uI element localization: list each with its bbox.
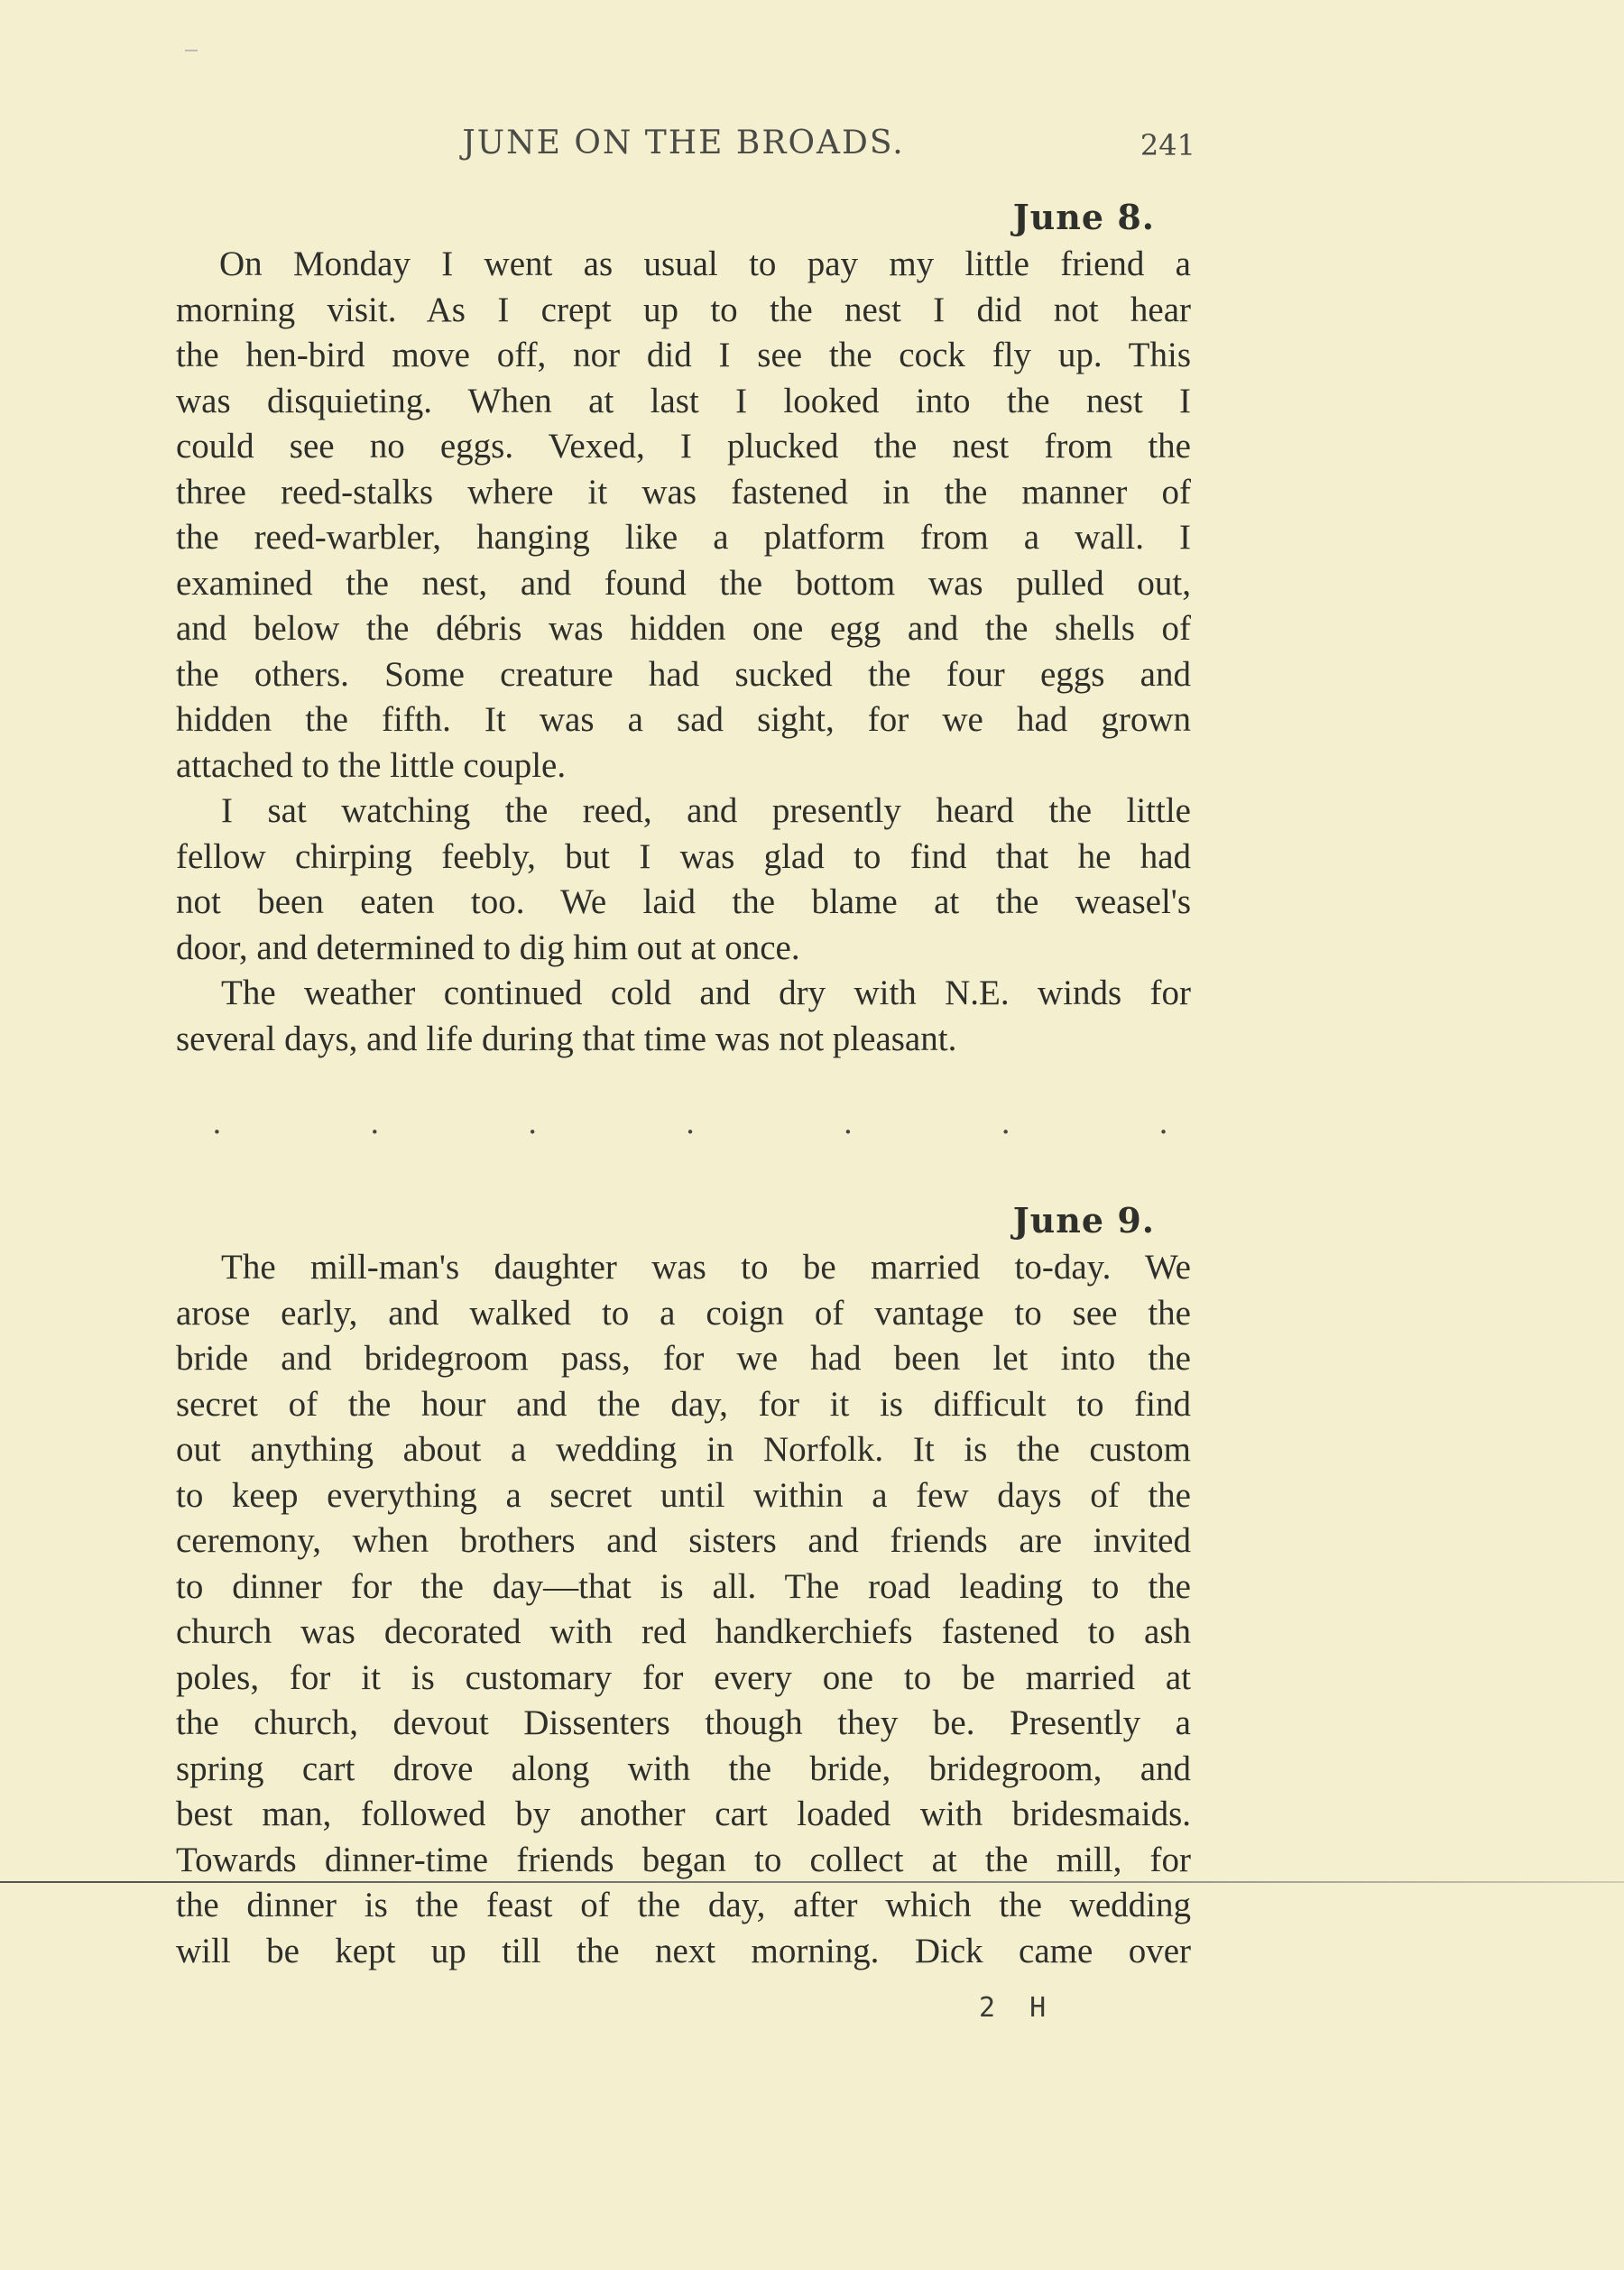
dot: . (212, 1105, 222, 1141)
signature-mark: 2 H (979, 1992, 1056, 2024)
text-line: bride and bridegroom pass, for we had been let into the (176, 1339, 1191, 1378)
dot: . (1001, 1105, 1011, 1141)
scan-rule-line (0, 1881, 1624, 1883)
entry-date-june-8: June 8. (1012, 197, 1155, 237)
text-line: church was decorated with red handkerchiefs fastened to ash (176, 1612, 1191, 1651)
text-line: was disquieting. When at last I looked into the nest I (176, 381, 1191, 420)
text-line: arose early, and walked to a coign of vantage to see the (176, 1293, 1191, 1333)
text-line: best man, followed by another cart loaded with bridesmaids. (176, 1795, 1191, 1833)
entry-june-8-text (176, 242, 1191, 1062)
text-line: spring cart drove along with the bride, bridegroom, and (176, 1749, 1191, 1788)
running-head (176, 117, 1195, 171)
dot: . (369, 1105, 380, 1141)
entry-date-june-9: June 9. (1012, 1200, 1155, 1241)
text-line: the reed-warbler, hanging like a platform from a wall. I (176, 518, 1191, 557)
text-line: out anything about a wedding in Norfolk. It is the custom (176, 1430, 1191, 1469)
dot: . (685, 1105, 696, 1141)
text-line: three reed-stalks where it was fastened in the manner of (176, 472, 1191, 512)
text-line: to dinner for the day—that is all. The road leading to the (176, 1566, 1191, 1606)
text-line: the church, devout Dissenters though they be. Presently a (176, 1703, 1191, 1742)
text-line: not been eaten too. We laid the blame at the weasel's (176, 882, 1191, 921)
text-line: ceremony, when brothers and sisters and friends are invited (176, 1521, 1191, 1560)
text-line: the others. Some creature had sucked the four eggs and (176, 654, 1191, 694)
dot: . (527, 1105, 538, 1141)
text-line: poles, for it is customary for every one to be married at (176, 1657, 1191, 1697)
text-line: The mill-man's daughter was to be married to-day. We (221, 1248, 1191, 1287)
text-line: and below the débris was hidden one egg and the shells of (176, 609, 1191, 648)
page-mark (185, 50, 198, 51)
text-line: On Monday I went as usual to pay my little friend a (219, 245, 1191, 283)
text-line: attached to the little couple. (176, 745, 567, 785)
entry-june-9-text (176, 1245, 1191, 1974)
text-line: will be kept up till the next morning. Dick came over (176, 1931, 1191, 1970)
text-line: Towards dinner-time friends began to collect at the mill, for (176, 1840, 1191, 1879)
text-line: secret of the hour and the day, for it is difficult to find (176, 1384, 1191, 1424)
text-line: could see no eggs. Vexed, I plucked the nest from the (176, 427, 1191, 466)
dot: . (843, 1105, 854, 1141)
running-title: JUNE ON THE BROADS. (462, 125, 905, 161)
text-line: several days, and life during that time was not pleasant. (176, 1019, 957, 1058)
dot: . (1158, 1105, 1168, 1141)
text-line: to keep everything a secret until within a few days of the (176, 1475, 1191, 1515)
text-line: examined the nest, and found the bottom was pulled out, (176, 563, 1191, 603)
text-line: morning visit. As I crept up to the nest I did not hear (176, 290, 1191, 329)
text-line: fellow chirping feebly, but I was glad to find that he had (176, 836, 1191, 876)
text-line: door, and determined to dig him out at once. (176, 927, 800, 967)
text-line: I sat watching the reed, and presently heard the little (221, 791, 1191, 830)
text-line: the dinner is the feast of the day, after which the wedding (176, 1886, 1191, 1924)
text-line: hidden the fifth. It was a sad sight, for we had grown (176, 700, 1191, 739)
text-line: the hen-bird move off, nor did I see the cock fly up. This (176, 336, 1191, 374)
page-number: 241 (1140, 128, 1195, 162)
section-break-dots (212, 1105, 1168, 1141)
text-line: The weather continued cold and dry with N.E. winds for (221, 974, 1191, 1012)
